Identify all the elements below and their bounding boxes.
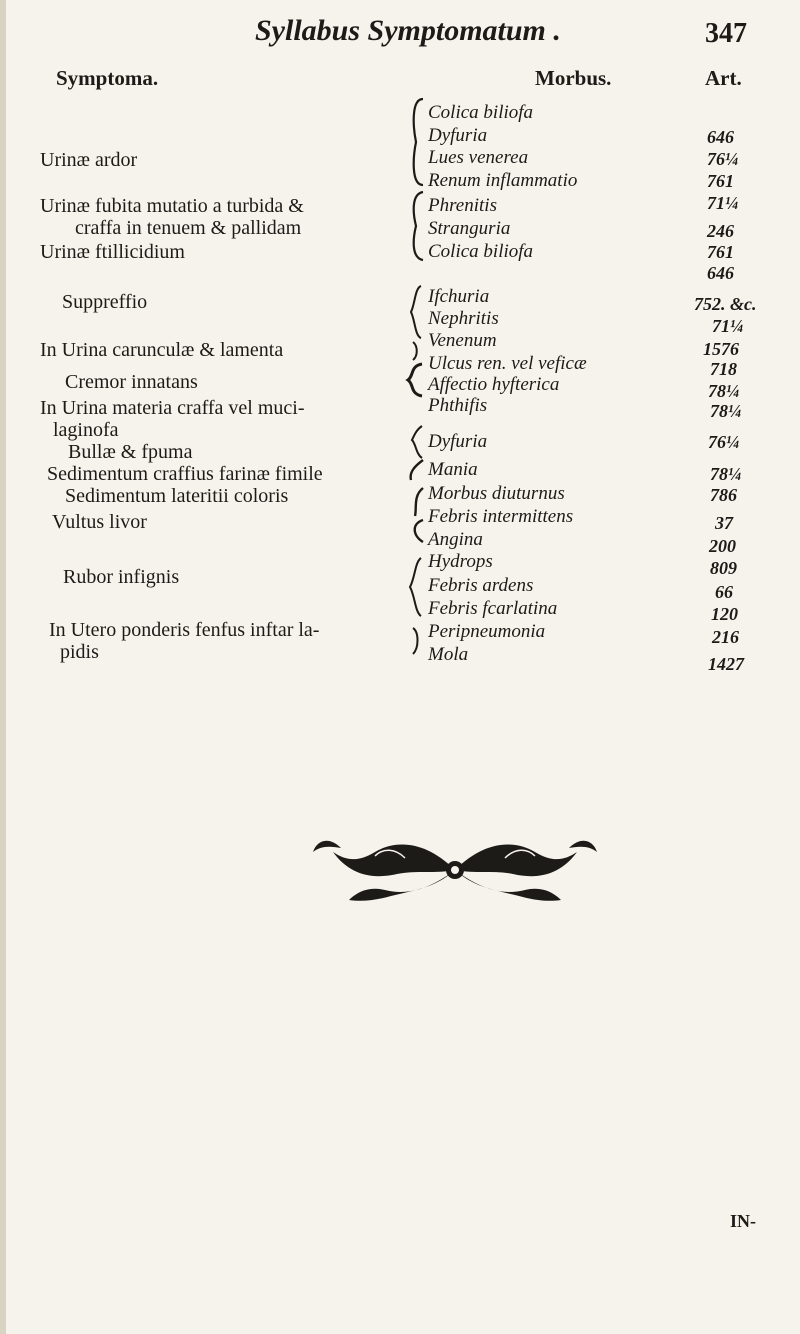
disease-entry: Febris ardens [428,575,534,596]
article-number: 76¼ [708,432,740,452]
article-number: 761 [707,242,734,262]
article-number: 78¼ [710,401,742,421]
article-number: 71¼ [707,193,739,213]
disease-entry: Venenum [428,330,497,351]
disease-entry: Peripneumonia [428,621,546,642]
page-number: 347 [705,18,747,49]
disease-entry: Colica biliofa [428,241,534,262]
article-number: 761 [707,171,734,191]
article-number: 786 [710,485,737,505]
article-number: 37 [715,513,733,533]
brace-single [410,626,426,656]
article-number: 200 [709,536,736,556]
disease-entry: Hydrops [428,551,493,572]
article-number: 1427 [708,654,744,674]
symptom-entry: laginofa [53,419,119,441]
article-number: 646 [707,263,734,283]
symptom-entry: Vultus livor [52,511,147,533]
disease-entry: Nephritis [428,308,499,329]
brace-group-2 [405,190,427,262]
disease-entry: Morbus diuturnus [428,483,565,504]
brace-group-4 [402,362,426,398]
printers-ornament-icon [305,830,605,910]
disease-entry: Febris intermittens [428,506,574,527]
symptom-entry: Bullæ & fpuma [68,441,193,463]
article-number: 246 [707,221,734,241]
column-header-art: Art. [705,66,742,90]
article-number: 718 [710,359,737,379]
symptom-entry: Sedimentum lateritii coloris [65,485,289,507]
article-number: 76¼ [707,149,739,169]
symptom-entry: Rubor infignis [63,566,180,588]
page-edge [0,0,6,1334]
brace-single [410,340,426,362]
article-number: 809 [710,558,737,578]
symptom-entry: pidis [60,641,99,663]
article-number: 78¼ [710,464,742,484]
symptom-entry: Cremor innatans [65,371,198,393]
brace-group-7 [405,556,427,618]
disease-entry: Ifchuria [428,286,490,307]
symptom-entry: Urinæ ardor [40,149,138,171]
symptom-entry: craffa in tenuem & pallidam [75,217,302,239]
disease-entry: Angina [428,529,483,550]
symptom-entry: Sedimentum craffius farinæ fimile [47,463,323,485]
catchword: IN- [730,1211,756,1231]
symptom-entry: In Urina materia craffa vel muci- [40,397,305,419]
disease-entry: Stranguria [428,218,511,239]
symptom-entry: In Urina carunculæ & lamenta [40,339,284,361]
article-number: 216 [712,627,739,647]
disease-entry: Mania [428,459,478,480]
brace-group-6 [405,458,427,544]
disease-entry: Dyfuria [428,431,488,452]
disease-entry: Dyfuria [428,125,488,146]
article-number: 1576 [703,339,739,359]
disease-entry: Phrenitis [428,195,497,216]
symptom-entry: In Utero ponderis fenfus inftar la- [49,619,320,641]
article-number: 120 [711,604,738,624]
brace-group-3 [405,284,427,340]
running-title: Syllabus Symptomatum . [255,14,561,47]
disease-entry: Ulcus ren. vel veficæ [428,353,587,374]
article-number: 66 [715,582,733,602]
symptom-entry: Urinæ fubita mutatio a turbida & [40,195,304,217]
column-header-symptoma: Symptoma. [56,66,159,90]
article-number: 752. &c. [694,294,757,314]
disease-entry: Affectio hyfterica [428,374,560,395]
disease-entry: Mola [428,644,469,665]
article-number: 78¼ [708,381,740,401]
disease-entry: Lues venerea [428,147,529,168]
disease-entry: Colica biliofa [428,102,534,123]
brace-group-5 [408,424,426,460]
brace-group-1 [405,97,427,187]
article-number: 646 [707,127,734,147]
column-header-morbus: Morbus. [535,66,612,90]
symptom-entry: Urinæ ftillicidium [40,241,185,263]
disease-entry: Renum inflammatio [428,170,578,191]
article-number: 71¼ [712,316,744,336]
disease-entry: Phthifis [428,395,488,416]
symptom-entry: Suppreffio [62,291,148,313]
disease-entry: Febris fcarlatina [428,598,558,619]
